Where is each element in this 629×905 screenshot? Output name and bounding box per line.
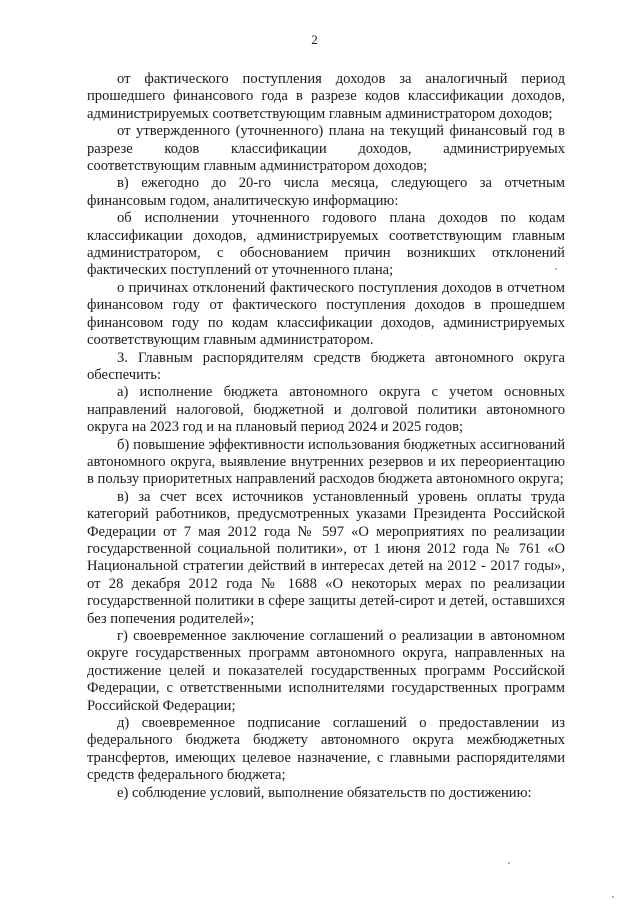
page-number: 2 [311, 32, 318, 47]
paragraph-2: от утвержденного (уточненного) плана на текущий финансовый год в разрезе кодов классификации доходов, администрируемых соответствующим главным администратором доходов; [87, 123, 565, 175]
scan-speck [555, 268, 557, 270]
paragraph-8: б) повышение эффективности использования бюджетных ассигнований автономного округа, выявление внутренних резервов и их переориентацию в пользу приоритетных направлений расходов бюджета автономного округа; [87, 436, 565, 488]
paragraph-11: д) своевременное подписание соглашений о предоставлении из федерального бюджета бюджету автономного округа межбюджетных трансфертов, имеющих целевое назначение, с главными распорядителями средств федерального бюджета; [87, 715, 565, 784]
paragraph-7: а) исполнение бюджета автономного округа с учетом основных направлений налоговой, бюджетной и долговой политики автономного округа на 2023 год и на плановый период 2024 и 2025 годов; [87, 384, 565, 436]
scan-speck [508, 862, 510, 864]
paragraph-6: 3. Главным распорядителям средств бюджета автономного округа обеспечить: [87, 349, 565, 383]
document-body [87, 71, 565, 802]
paragraph-1: от фактического поступления доходов за аналогичный период прошедшего финансового года в разрезе кодов классификации доходов, администрируемых соответствующим главным администратором доходов; [87, 71, 565, 122]
paragraph-5: о причинах отклонений фактического поступления доходов в отчетном финансовом году от фактического поступления доходов в прошедшем финансовом году по кодам классификации доходов, администрируемых соответствующим главным администратором. [87, 279, 565, 349]
scan-speck [612, 896, 614, 898]
paragraph-12: е) соблюдение условий, выполнение обязательств по достижению: [117, 784, 532, 801]
paragraph-9: в) за счет всех источников установленный уровень оплаты труда категорий работников, предусмотренных указами Президента Российской Федерации от 7 мая 2012 года № 597 «О мероприятиях по реализации государственной социальной политики», от 1 июня 2012 года № 761 «О Национальной стратегии действий в интересах детей на 2012 - 2017 годы», от 28 декабря 2012 года № 1688 «О некоторых мерах по реализации государственной политики в сфере защиты детей-сирот и детей, оставшихся без попечения родителей»; [87, 488, 565, 627]
paragraph-3: в) ежегодно до 20-го числа месяца, следующего за отчетным финансовым годом, аналитическую информацию: [87, 175, 565, 209]
paragraph-4: об исполнении уточненного годового плана доходов по кодам классификации доходов, администрируемых соответствующим главным администратором, с обоснованием причин возникших отклонений фактических поступлений от уточненного плана; [87, 210, 565, 279]
paragraph-10: г) своевременное заключение соглашений о реализации в автономном округе государственных программ автономного округа, направленных на достижение целей и показателей государственных программ Российской Федерации, с ответственными исполнителями государственных программ Российской Федерации; [87, 628, 565, 714]
